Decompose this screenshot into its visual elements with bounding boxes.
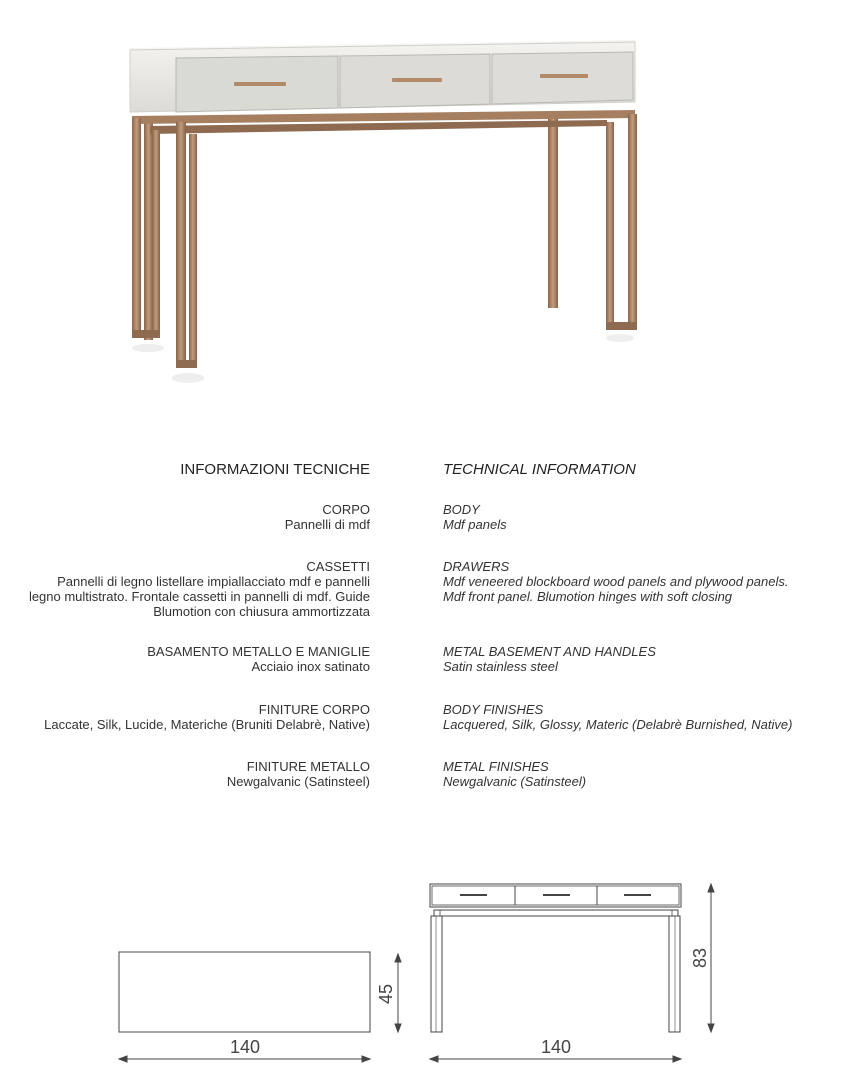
front-view-width-label: 140 bbox=[540, 1037, 572, 1057]
front-view-rail bbox=[434, 910, 678, 916]
en-section-metal-basement bbox=[443, 644, 843, 674]
top-view-depth-label: 45 bbox=[376, 983, 396, 1005]
front-left-leg-inner bbox=[189, 134, 197, 368]
arrow-left-icon bbox=[119, 1056, 127, 1062]
section-line: Mdf front panel. Blumotion hinges with soft closing bbox=[443, 589, 733, 604]
en-section-body bbox=[443, 502, 843, 532]
section-line: Acciaio inox satinato bbox=[251, 659, 370, 674]
handle-icon bbox=[234, 82, 286, 86]
arrow-down-icon bbox=[708, 1024, 714, 1032]
back-left-leg bbox=[144, 118, 153, 340]
section-title: CASSETTI bbox=[306, 559, 370, 574]
left-leg-outer bbox=[132, 118, 141, 338]
arrow-right-icon bbox=[362, 1056, 370, 1062]
technical-drawings bbox=[0, 870, 852, 1080]
left-leg-base bbox=[132, 330, 160, 338]
section-line: Newgalvanic (Satinsteel) bbox=[443, 774, 587, 789]
section-line: Laccate, Silk, Lucide, Materiche (Bruniti Delabrè, Native) bbox=[44, 717, 370, 732]
section-line: Mdf veneered blockboard wood panels and plywood panels. bbox=[443, 574, 789, 589]
section-line: Satin stainless steel bbox=[443, 659, 558, 674]
en-heading: TECHNICAL INFORMATION bbox=[443, 461, 636, 478]
leg-shadow bbox=[606, 334, 634, 342]
front-view-right-leg bbox=[669, 916, 680, 1032]
product-photo bbox=[110, 30, 670, 400]
section-title: BODY FINISHES bbox=[443, 702, 544, 717]
section-title: FINITURE CORPO bbox=[258, 702, 370, 717]
section-line: Pannelli di mdf bbox=[284, 517, 370, 532]
right-leg-inner bbox=[606, 122, 614, 330]
arrow-up-icon bbox=[708, 884, 714, 892]
en-section-metal-finishes bbox=[443, 759, 843, 789]
top-view-width-label: 140 bbox=[229, 1037, 261, 1057]
handle-icon bbox=[540, 74, 588, 78]
back-right-leg bbox=[548, 112, 558, 308]
section-title: METAL BASEMENT AND HANDLES bbox=[443, 644, 656, 659]
it-section-finiture-corpo bbox=[0, 702, 370, 732]
section-line: Blumotion con chiusura ammortizzata bbox=[153, 604, 370, 619]
it-section-corpo bbox=[0, 502, 370, 532]
it-section-basamento bbox=[0, 644, 370, 674]
en-section-drawers bbox=[443, 559, 843, 604]
top-view-outline bbox=[119, 952, 370, 1032]
section-line: Mdf panels bbox=[443, 517, 507, 532]
section-line: Newgalvanic (Satinsteel) bbox=[226, 774, 370, 789]
leg-shadow bbox=[172, 373, 204, 383]
front-left-leg-outer bbox=[176, 122, 186, 368]
front-left-leg-base bbox=[176, 360, 197, 368]
arrow-left-icon bbox=[430, 1056, 438, 1062]
section-title: DRAWERS bbox=[443, 559, 510, 574]
en-section-body-finishes bbox=[443, 702, 843, 732]
handle-icon bbox=[392, 78, 442, 82]
arrow-right-icon bbox=[673, 1056, 681, 1062]
arrow-up-icon bbox=[395, 954, 401, 962]
it-section-finiture-metallo bbox=[0, 759, 370, 789]
right-leg-base bbox=[606, 322, 637, 330]
section-title: BODY bbox=[443, 502, 480, 517]
front-view-left-leg bbox=[431, 916, 442, 1032]
section-title: CORPO bbox=[322, 502, 370, 517]
section-line: Pannelli di legno listellare impiallacciato mdf e pannelli bbox=[57, 574, 370, 589]
section-title: METAL FINISHES bbox=[443, 759, 549, 774]
arrow-down-icon bbox=[395, 1024, 401, 1032]
it-heading: INFORMAZIONI TECNICHE bbox=[180, 461, 370, 478]
it-section-cassetti bbox=[0, 559, 370, 619]
section-line: legno multistrato. Frontale cassetti in pannelli di mdf. Guide bbox=[28, 589, 370, 604]
front-view-height-label: 83 bbox=[690, 947, 710, 969]
section-line: Lacquered, Silk, Glossy, Materic (Delabrè Burnished, Native) bbox=[443, 717, 793, 732]
right-leg-outer bbox=[628, 114, 637, 330]
leg-shadow bbox=[132, 344, 164, 352]
section-title: BASAMENTO METALLO E MANIGLIE bbox=[147, 644, 370, 659]
section-title: FINITURE METALLO bbox=[246, 759, 370, 774]
left-leg-inner bbox=[152, 130, 160, 338]
